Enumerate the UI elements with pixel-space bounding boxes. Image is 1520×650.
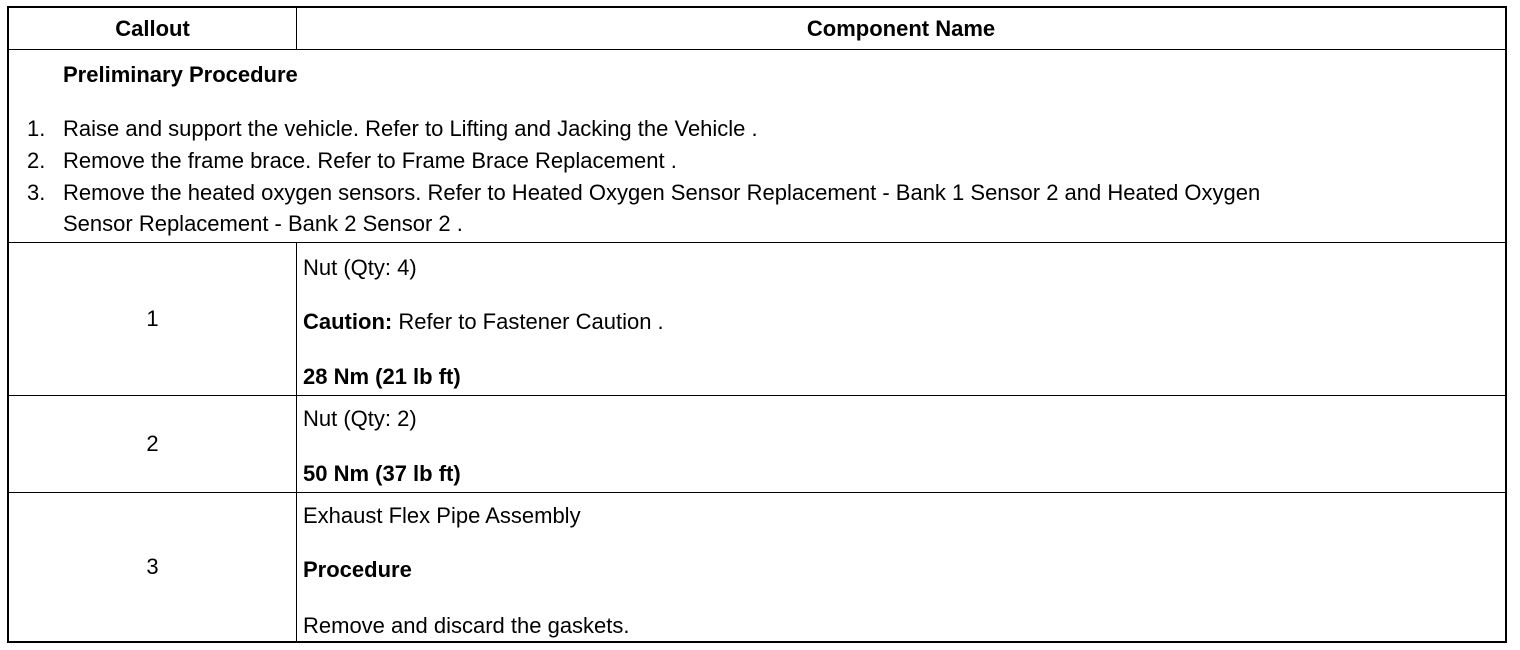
preliminary-procedure-row [9,50,1505,243]
header-callout: Callout [9,8,297,49]
procedure-label: Procedure [303,557,412,582]
step-number: 2. [27,148,46,173]
step-number: 3. [27,180,46,205]
table-header-row [9,8,1505,50]
step-text: Raise and support the vehicle. Refer to Lifting and Jacking the Vehicle . [63,116,758,141]
torque-spec: 50 Nm (37 lb ft) [303,461,461,486]
procedure-text: Remove and discard the gaskets. [303,613,630,638]
component-cell [297,493,1505,641]
table-row [9,396,1505,493]
table-row [9,493,1505,641]
callout-number: 1 [9,243,297,395]
callout-number: 2 [9,396,297,492]
caution-text: Refer to Fastener Caution . [392,309,664,334]
step-number: 1. [27,116,46,141]
preliminary-procedure-title: Preliminary Procedure [63,62,298,87]
caution-label: Caution: [303,309,393,334]
component-cell [297,396,1505,492]
component-cell [297,243,1505,395]
component-name: Nut (Qty: 4) [303,255,417,280]
component-table [7,6,1507,643]
header-component-name: Component Name [806,15,996,41]
component-name: Nut (Qty: 2) [303,406,417,431]
caution-line [303,309,664,335]
component-name: Exhaust Flex Pipe Assembly [303,503,581,528]
step-text-line-1: Remove the heated oxygen sensors. Refer to Heated Oxygen Sensor Replacement - Bank 1 Sensor 2 and Heated Oxygen [63,180,1261,205]
step-text: Remove the frame brace. Refer to Frame Brace Replacement . [63,148,677,173]
callout-number: 3 [9,493,297,641]
table-row [9,243,1505,396]
step-text-line-2: Sensor Replacement - Bank 2 Sensor 2 . [63,211,463,236]
torque-spec: 28 Nm (21 lb ft) [303,364,461,389]
